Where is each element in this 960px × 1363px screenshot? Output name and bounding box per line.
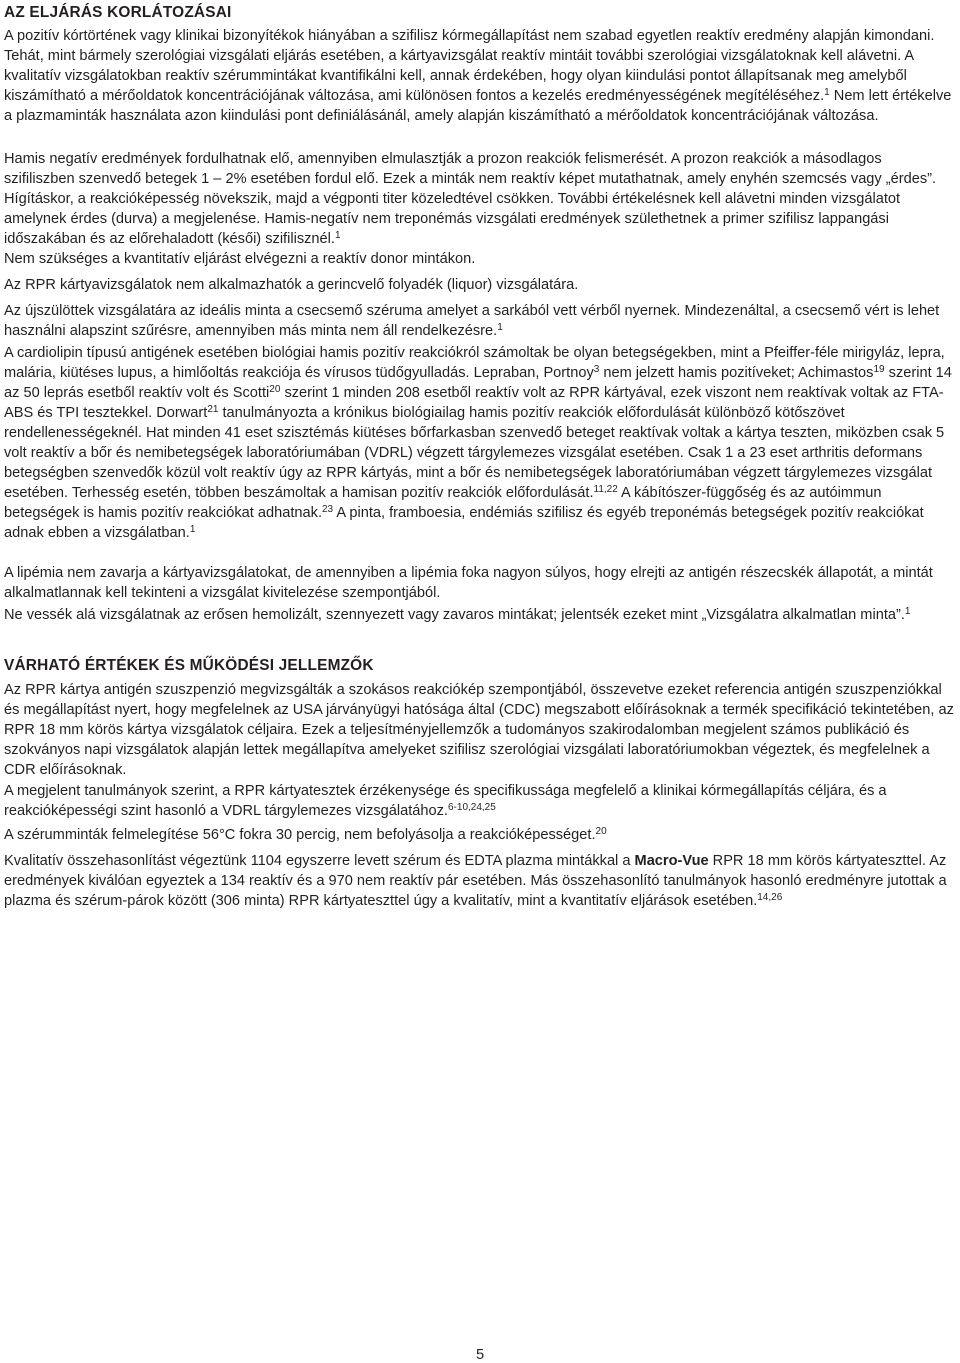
limitations-paragraph-5: Az újszülöttek vizsgálatára az ideális minta a csecsemő széruma amelyet a sarkából vett vérből nyernek. Mindezenáltal, a csecsemő vért is lehet használni alapszint szűrésre, amennyiben más minta nem áll rendelkezésre.$^1$ bbox=[4, 303, 940, 339]
limitations-paragraph-4: Az RPR kártyavizsgálatok nem alkalmazhatók a gerincvelő folyadék (liquor) vizsgálatára. bbox=[4, 277, 579, 293]
limitations-paragraph-6: A cardiolipin típusú antigének esetében biológiai hamis pozitív reakciókról számoltak be olyan betegségekben, mint a Pfeiffer-féle mirigyláz, lepra, malária, kiütéses lupus, a himlőoltás reakciója és vírusos tüdőgyulladás. Lepraban, Portnoy$^3$ nem jelzett hamis pozitíveket; Achimastos$^{19}$ szerint 14 az 50 leprás esetből reaktív volt és Scotti$^{20}$ szerint 1 minden 208 esetből reaktív volt az RPR kártyával, ezek viszont nem reaktívak voltak az FTA-ABS és TPI tesztekkel. Dorwart$^{21}$ tanulmányozta a krónikus biológiailag hamis pozitív reakciók előfordulását különböző kötőszövet rendellenességeknél. Hat minden 41 eset szisztémás kiütéses bőrfarkasban szenvedő beteget reaktívak voltak a kártya teszten, miközben csak 5 volt reaktív a bőr és nemibetegségek laboratóriumában (VDRL) végzett tárgylemezes vizsgálat esetében. Csak 1 a 23 eset arthritis deformans betegségben szenvedők közül volt reaktív úgy az RPR kártyás, mint a bőr és nemibetegségek laboratóriumában végzett tárgylemezes vizsgálat esetében. Terhesség esetén, többen beszámoltak a hamisan pozitív reakciók előfordulását.$^{11,22}$ A kábítószer-függőség és az autóimmun betegségek is hamis pozitív reakciókat adhatnak.$^{23}$ A pinta, framboesia, endémiás szifilisz és egyéb treponémás betegségek pozitív reakciókat adnak ebben a vizsgálatban.$^1$ bbox=[4, 345, 952, 541]
limitations-paragraph-7: A lipémia nem zavarja a kártyavizsgálatokat, de amennyiben a lipémia foka nagyon súlyos, hogy elrejti az antigén részecskék állapotát, a mintát alkalmatlannak kell tekinteni a vizsgálat kivitelezése szempontjából. bbox=[4, 565, 933, 601]
expected-paragraph-4: Kvalitatív összehasonlítást végeztünk 1104 egyszerre levett szérum és EDTA plazma mintákkal a Macro-Vue RPR 18 mm körös kártyateszttel. Az eredmények kiválóan egyeztek a 134 reaktív és a 970 nem reaktív pár esetében. Más összehasonlító tanulmányok hasonló eredményre jutottak a plazma és szérum-párok között (306 minta) RPR kártyateszttel úgy a kvalitatív, mint a kvantitatív eljárások esetében.$^{14,26}$ bbox=[4, 853, 947, 909]
limitations-paragraph-2: Hamis negatív eredmények fordulhatnak elő, amennyiben elmulasztják a prozon reakciók felismerését. A prozon reakciók a másodlagos szifiliszben szenvedő betegek 1 – 2% esetében fordul elő. Ezek a minták nem reaktív képet mutathatnak, amely enyhén szemcsés vagy „érdes”. Hígításkor, a reakcióképesség növekszik, majd a végponti titer közeledtével csökken. További értékelésnek kell alávetni minden vizsgálatot amelynek érdes (durva) a megjelenése. Hamis-negatív nem treponémás vizsgálati eredmények születhetnek a primer szifilisz lappangási időszakában és az előrehaladott (késői) szifilisznél.$^1$ bbox=[4, 151, 937, 247]
limitations-heading: AZ ELJÁRÁS KORLÁTOZÁSAI bbox=[4, 4, 232, 21]
expected-paragraph-2: A megjelent tanulmányok szerint, a RPR kártyatesztek érzékenysége és specifikussága megfelelő a klinikai kórmegállapítás céljára, és a reakcióképességi szint hasonló a VDRL tárgylemezes vizsgálatához.$^{6-10,24,25}$ bbox=[4, 783, 887, 819]
limitations-paragraph-8: Ne vessék alá vizsgálatnak az erősen hemolizált, szennyezett vagy zavaros mintákat; jelentsék ezeket mint „Vizsgálatra alkalmatlan minta”.$^1$ bbox=[4, 605, 911, 623]
limitations-paragraph-1: A pozitív kórtörtének vagy klinikai bizonyítékok hiányában a szifilisz kórmegállapítást nem szabad egyetlen reaktív eredmény alapján kimondani. Tehát, mint bármely szerológiai vizsgálati eljárás esetében, a kártyavizsgálat reaktív mintáit további szerológiai vizsgálatoknak kell alávetni. A kvalitatív vizsgálatokban reaktív szérummintákat kvantifikálni kell, annak érdekében, hogy olyan kiindulási pontot állapítsanak meg amelyből kiszámítható a mérőoldatok koncentrációjának változása, ami különösen fontos a kezelés eredményességének megítéléséhez.$^1$ Nem lett értékelve a plazmaminták használata azon kiindulási pont definiálásánál, amely alapján kiszámítható a mérőoldatok koncentrációjának változása. bbox=[4, 28, 952, 124]
limitations-paragraph-3: Nem szükséges a kvantitatív eljárást elvégezni a reaktív donor mintákon. bbox=[4, 251, 476, 267]
expected-paragraph-1: Az RPR kártya antigén szuszpenzió megvizsgálták a szokásos reakciókép szempontjából, összevetve ezeket referencia antigén szuszpenziókkal és megállapítást nyert, hogy megfelelnek az USA járványügyi hatósága által (CDC) megszabott előírásoknak a termék specifikáció tekintetében, az RPR 18 mm körös kártya vizsgálatok céljaira. Ezek a teljesítményjellemzők a tudományos szakirodalomban megjelent számos publikáció és szokványos napi vizsgálatok alapján lettek megállapítva amelyeket szifilisz szerológiai vizsgálati laboratóriumokban végeztek, és megfelelnek a CDR előírásoknak. bbox=[4, 682, 954, 778]
page-number: 5 bbox=[476, 1347, 485, 1363]
expected-paragraph-3: A szérumminták felmelegítése 56°C fokra 30 percig, nem befolyásolja a reakcióképességet.$^{20}$ bbox=[4, 825, 607, 843]
expected-values-heading: VÁRHATÓ ÉRTÉKEK ÉS MŰKÖDÉSI JELLEMZŐK bbox=[4, 657, 374, 674]
